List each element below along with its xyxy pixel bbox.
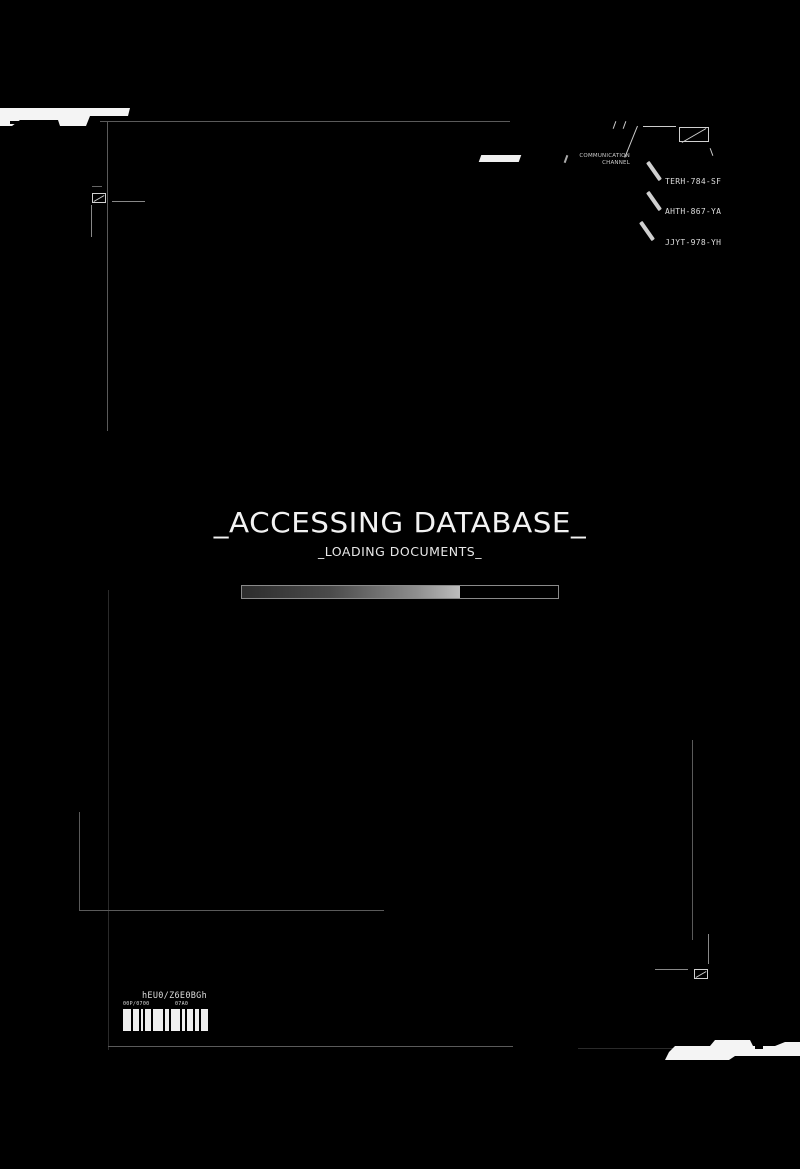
channel-label xyxy=(570,153,630,167)
channel-code-3: JJYT-978-YH xyxy=(665,238,722,247)
channel-1-slash xyxy=(646,161,662,181)
loading-progress-bar xyxy=(241,585,559,599)
frame-inner-left-line xyxy=(79,812,80,910)
bottom-right-streak xyxy=(665,1038,800,1062)
channel-label-line2: CHANNEL xyxy=(602,160,630,166)
footer-tag-code: hEU0/Z6E0BGh xyxy=(142,991,208,1001)
channel-code-1: TERH-784-SF xyxy=(665,177,722,186)
panel-divider-line xyxy=(564,155,569,163)
top-left-streak xyxy=(0,104,140,130)
panel-top-line xyxy=(643,126,676,127)
channel-box-icon xyxy=(679,127,709,142)
page-subtitle: _LOADING DOCUMENTS_ xyxy=(318,544,482,559)
marker-box-icon xyxy=(92,193,106,203)
footer-tag-sub-left: 00P/0700 xyxy=(123,1001,150,1007)
channel-3-slash xyxy=(639,221,655,241)
panel-tick-a xyxy=(613,121,617,129)
br-stem-line xyxy=(708,934,709,964)
channel-code-2: AHTH-867-YA xyxy=(665,207,722,216)
channel-label-line1: COMMUNICATION xyxy=(579,153,630,159)
marker-stem-line xyxy=(91,205,92,237)
panel-tick-b xyxy=(623,121,627,129)
br-tick-line xyxy=(655,969,688,970)
br-marker-box-icon xyxy=(694,969,708,979)
marker-top-tick xyxy=(92,186,102,187)
white-bar-top xyxy=(479,155,522,162)
loading-progress-fill xyxy=(242,586,460,598)
frame-top-line xyxy=(100,121,510,122)
marker-tick-line xyxy=(112,201,145,202)
frame-bottom-line xyxy=(108,1046,513,1047)
frame-left-line xyxy=(107,121,108,431)
frame-right-line xyxy=(692,740,693,940)
barcode-graphic xyxy=(123,1009,208,1031)
page-title: _ACCESSING DATABASE_ xyxy=(213,506,587,539)
footer-tag-sub-right: 07A0 xyxy=(175,1001,189,1007)
panel-tick-c xyxy=(710,148,714,156)
frame-left-line-lower xyxy=(108,590,109,1050)
channel-2-slash xyxy=(646,191,662,211)
frame-mid-bottom-line xyxy=(79,910,384,911)
